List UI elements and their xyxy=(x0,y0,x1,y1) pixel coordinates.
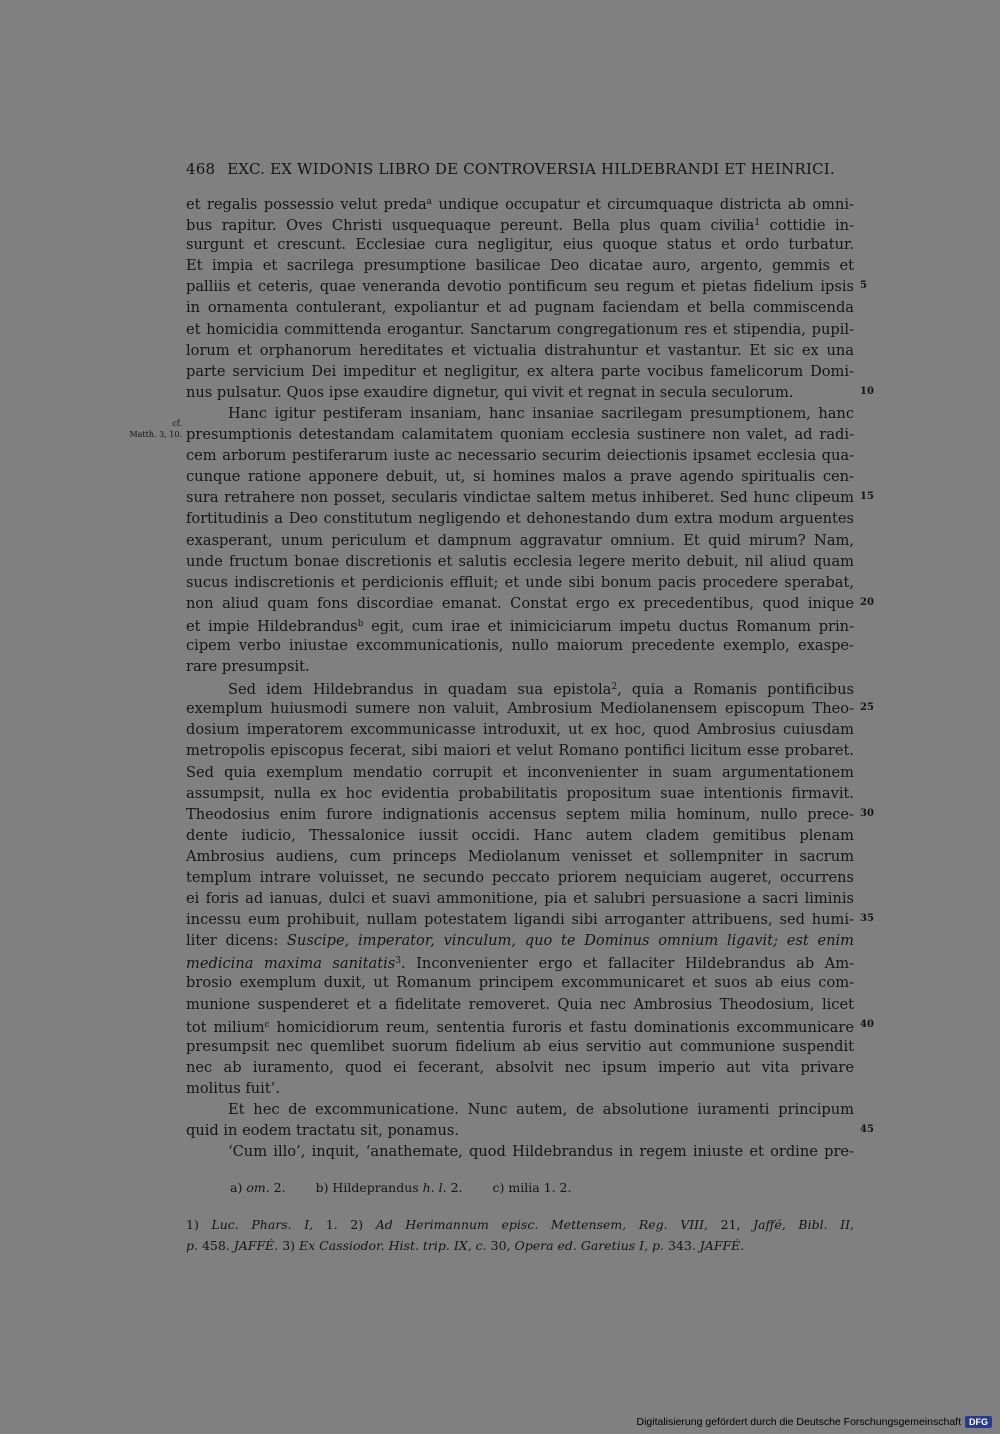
text-run: cem arborum pestiferarum iuste ac necessario securim deiectionis ipsamet ecclesia qua- xyxy=(186,447,854,465)
italic-text: Opera ed. Garetius I, p. xyxy=(514,1238,664,1253)
critical-note xyxy=(493,1180,572,1195)
text-run: presumpsit nec quemlibet suorum fidelium ab eius servitio aut communione suspendit xyxy=(186,1037,854,1055)
text-run: 458. xyxy=(197,1238,234,1253)
text-run: sura retrahere non posset, secularis vindictae saltem metus inhiberet. Sed hunc clipeum xyxy=(186,489,854,507)
line-number: 30 xyxy=(860,807,874,819)
text-run: parte servicium Dei impeditur et negligitur, ex altera parte vocibus famelicorum Domi- xyxy=(186,362,854,380)
text-run: Theodosius enim furore indignationis accensus septem milia hominum, nullo prece- xyxy=(186,805,854,823)
text-run: cottidie in- xyxy=(760,217,854,235)
text-line xyxy=(186,382,854,403)
text-run: c) milia 1. 2. xyxy=(492,1180,572,1195)
source-note-line xyxy=(186,1214,854,1235)
text-run: b) Hildeprandus xyxy=(315,1180,423,1195)
text-line xyxy=(186,445,854,466)
text-run: molitus fuit’. xyxy=(186,1079,280,1097)
italic-text: Jaffé, Bibl. II, xyxy=(753,1217,854,1232)
text-line xyxy=(186,994,854,1015)
italic-text: h. l. xyxy=(422,1180,447,1195)
text-line xyxy=(186,719,854,740)
italic-text: Ad Herimannum episc. Mettensem, Reg. VIII, xyxy=(375,1217,709,1232)
running-header xyxy=(186,160,848,178)
text-line xyxy=(186,551,854,572)
text-run: brosio exemplum duxit, ut Romanum principem excommunicaret et suos ab eius com- xyxy=(186,974,854,992)
text-run: munione suspenderet et a fidelitate removeret. Quia nec Ambrosius Theodosium, licet xyxy=(186,995,854,1013)
text-run: assumpsit, nulla ex hoc evidentia probabilitatis propositum suae intentionis firmavit. xyxy=(186,784,854,802)
text-line xyxy=(186,255,854,276)
text-run: surgunt et crescunt. Ecclesiae cura negligitur, eius quoque status et ordo turbatur. xyxy=(186,236,854,254)
text-line xyxy=(186,297,854,318)
text-run: Ambrosius audiens, cum princeps Mediolanum venisset et sollempniter in sacrum xyxy=(186,847,854,865)
critical-apparatus xyxy=(230,1180,601,1195)
text-run: 1. 2) xyxy=(313,1217,376,1232)
text-run: 3) xyxy=(278,1238,300,1253)
text-run: incessu eum prohibuit, nullam potestatem ligandi sibi arroganter attribuens, sed humi- xyxy=(186,911,854,929)
text-run: et homicidia committenda erogantur. Sanctarum congregationum res et stipendia, pupil- xyxy=(186,320,854,338)
text-line xyxy=(186,361,854,382)
margin-reference xyxy=(100,418,182,440)
text-run: 1) xyxy=(186,1217,212,1232)
text-run: rare presumpsit. xyxy=(186,658,310,676)
text-run: et regalis possessio velut preda xyxy=(186,196,427,213)
text-line xyxy=(186,403,854,424)
text-line xyxy=(186,466,854,487)
margin-reference-prefix: cf. xyxy=(172,419,182,429)
funding-credit-text: Digitalisierung gefördert durch die Deutsche Forschungsgemeinschaft xyxy=(636,1416,961,1428)
line-number: 10 xyxy=(860,385,874,397)
italic-text: JAFFÉ. xyxy=(699,1238,745,1253)
text-run: Et hec de excommunicatione. Nunc autem, de absolutione iuramenti principum xyxy=(228,1101,854,1119)
line-number: 20 xyxy=(860,596,874,608)
digitization-credit xyxy=(636,1414,992,1430)
line-number: 45 xyxy=(860,1124,874,1136)
source-notes xyxy=(186,1214,854,1256)
text-run: metropolis episcopus fecerat, sibi maiori et velut Romano pontifici licitum esse probaret. xyxy=(186,742,854,760)
text-run: bus rapitur. Oves Christi usquequaque pereunt. Bella plus quam civilia xyxy=(186,217,755,235)
text-run: exemplum huiusmodi sumere non valuit, Ambrosium Mediolanensem episcopum Theo- xyxy=(186,700,854,718)
line-number: 15 xyxy=(860,491,874,503)
italic-text: Luc. Phars. I, xyxy=(211,1217,314,1232)
text-run: dosium imperatorem excommunicasse introduxit, ut ex hoc, quod Ambrosius cuiusdam xyxy=(186,721,854,739)
running-title: EXC. EX WIDONIS LIBRO DE CONTROVERSIA HILDEBRANDI ET HEINRICI. xyxy=(227,160,835,178)
text-line xyxy=(186,340,854,361)
text-run: 30, xyxy=(486,1238,515,1253)
text-run: quid in eodem tractatu sit, ponamus. xyxy=(186,1122,460,1140)
italic-text: JAFFÉ. xyxy=(233,1238,279,1253)
text-run: homicidiorum reum, sententia furoris et fastu dominationis excommunicare xyxy=(269,1018,854,1036)
text-line xyxy=(186,1078,854,1099)
critical-note xyxy=(230,1180,286,1195)
text-run: et impie Hildebrandus xyxy=(186,617,358,635)
text-line xyxy=(186,909,854,930)
text-line xyxy=(186,930,854,951)
text-run: nus pulsatur. Quos ipse exaudire dignetur, qui vivit et regnat in secula seculorum. xyxy=(186,383,794,401)
text-line xyxy=(186,677,854,698)
text-line xyxy=(186,593,854,614)
italic-text: medicina maxima sanitatis xyxy=(186,955,396,973)
source-note-line xyxy=(186,1235,854,1256)
text-line xyxy=(186,698,854,719)
text-run: templum intrare voluisset, ne secundo peccato priorem nequiciam augeret, occurrens xyxy=(186,869,854,886)
dfg-logo: DFG xyxy=(965,1416,992,1428)
text-run: Et impia et sacrilega presumptione basilicae Deo dicatae auro, argento, gemmis et xyxy=(186,257,854,275)
line-number: 35 xyxy=(860,913,874,925)
text-line xyxy=(186,487,854,508)
text-line xyxy=(186,846,854,867)
text-line xyxy=(186,740,854,761)
footnote-marker: 3 xyxy=(395,956,402,967)
text-run: tot milium xyxy=(186,1018,265,1036)
text-line xyxy=(186,508,854,529)
text-line xyxy=(186,825,854,846)
text-line xyxy=(186,234,854,255)
text-run: Hanc igitur pestiferam insaniam, hanc insaniae sacrilegam presumptionem, hanc xyxy=(228,404,854,422)
text-run: , quia a Romanis pontificibus xyxy=(617,681,854,699)
text-run: presumptionis detestandam calamitatem quoniam ecclesia sustinere non valet, ad radi- xyxy=(186,426,854,444)
page-number: 468 xyxy=(186,160,216,178)
text-run: unde fructum bonae discretionis et salutis ecclesia legere merito debuit, nil aliud quam xyxy=(186,552,854,570)
text-line xyxy=(186,192,854,213)
text-run: egit, cum irae et inimiciciarum impetu ductus Romanum prin- xyxy=(363,617,855,635)
text-run: . Inconvenienter ergo et fallaciter Hildebrandus ab Am- xyxy=(401,955,854,973)
line-number: 25 xyxy=(860,702,874,714)
text-run: cipem verbo iniustae excommunicationis, nullo maiorum precedente exemplo, exaspe- xyxy=(186,636,854,654)
text-line xyxy=(186,635,854,656)
footnote-marker: 2 xyxy=(611,682,618,693)
text-line xyxy=(186,530,854,551)
text-run: lorum et orphanorum hereditates et victualia distrahuntur et vastantur. Et sic ex una xyxy=(186,341,854,359)
text-run: a) xyxy=(230,1180,247,1195)
footnote-marker: a xyxy=(426,197,433,207)
text-run: Sed idem Hildebrandus in quadam sua epistola xyxy=(228,681,612,699)
text-line xyxy=(186,572,854,593)
text-line xyxy=(186,424,854,445)
text-run: ei foris ad ianuas, dulci et suavi ammonitione, pia et salubri persuasione a sacri liminis xyxy=(186,890,854,908)
text-line xyxy=(186,276,854,297)
critical-note xyxy=(316,1180,463,1195)
text-line xyxy=(186,951,854,972)
text-run: liter dicens: xyxy=(186,932,287,950)
text-line xyxy=(186,762,854,783)
text-line xyxy=(186,804,854,825)
text-run: undique occupatur et circumquaque districta ab omni- xyxy=(432,196,854,213)
text-run: sucus indiscretionis et perdicionis effluit; et unde sibi bonum pacis procedere sperabat, xyxy=(186,573,854,591)
text-line xyxy=(186,319,854,340)
text-run: fortitudinis a Deo constitutum negligendo et dehonestando dum extra modum arguentes xyxy=(186,510,854,528)
italic-text: c. xyxy=(475,1238,487,1253)
italic-text: p. xyxy=(186,1238,198,1253)
margin-reference-text: Matth. 3, 10. xyxy=(129,430,182,440)
footnote-marker: c xyxy=(264,1019,270,1030)
text-run: exasperant, unum periculum et dampnum aggravatur omnium. Et quid mirum? Nam, xyxy=(186,531,854,549)
text-line xyxy=(186,656,854,677)
text-run: cunque ratione apponere debuit, ut, si homines malos a prave agendo spiritualis cen- xyxy=(186,468,854,486)
text-run: Sed quia exemplum mendatio corrupit et inconvenienter in suam argumentationem xyxy=(186,763,854,781)
italic-text: Ex Cassiodor. Hist. trip. IX, xyxy=(299,1238,472,1253)
text-run: nec ab iuramento, quod ei fecerant, absolvit nec ipsum imperio aut vita privare xyxy=(186,1058,854,1076)
footnote-marker: 1 xyxy=(754,218,761,229)
text-run: 2. xyxy=(446,1180,463,1195)
line-number: 5 xyxy=(860,280,867,292)
text-run: non aliud quam fons discordiae emanat. Constat ergo ex precedentibus, quod inique xyxy=(186,594,854,612)
text-line xyxy=(186,1099,854,1120)
text-line xyxy=(186,888,854,909)
text-run: in ornamenta contulerant, expoliantur et ad pugnam faciendam et bella commiscenda xyxy=(186,299,854,317)
text-run: 2. xyxy=(269,1180,286,1195)
text-line xyxy=(186,1057,854,1078)
line-number: 40 xyxy=(860,1018,874,1030)
text-line xyxy=(186,1120,854,1141)
text-run: ‘Cum illo’, inquit, ‘anathemate, quod Hildebrandus in regem iniuste et ordine pre- xyxy=(228,1143,854,1161)
text-line xyxy=(186,783,854,804)
italic-text: Suscipe, imperator, vinculum, quo te Dominus omnium ligavit; est enim xyxy=(286,932,855,950)
text-run: 21, xyxy=(708,1217,754,1232)
italic-text: om. xyxy=(246,1180,270,1195)
text-run: dente iudicio, Thessalonice iussit occidi. Hanc autem cladem gemitibus plenam xyxy=(186,826,854,844)
main-text xyxy=(186,192,854,1162)
text-line xyxy=(186,972,854,993)
text-line xyxy=(186,1015,854,1036)
text-line xyxy=(186,867,854,888)
text-line xyxy=(186,1141,854,1162)
text-run: 343. xyxy=(664,1238,700,1253)
footnote-marker: b xyxy=(357,618,364,629)
text-line xyxy=(186,213,854,234)
text-line xyxy=(186,1036,854,1057)
text-line xyxy=(186,614,854,635)
text-run: palliis et ceteris, quae veneranda devotio pontificum seu regum et pietas fidelium ipsis xyxy=(186,278,854,296)
